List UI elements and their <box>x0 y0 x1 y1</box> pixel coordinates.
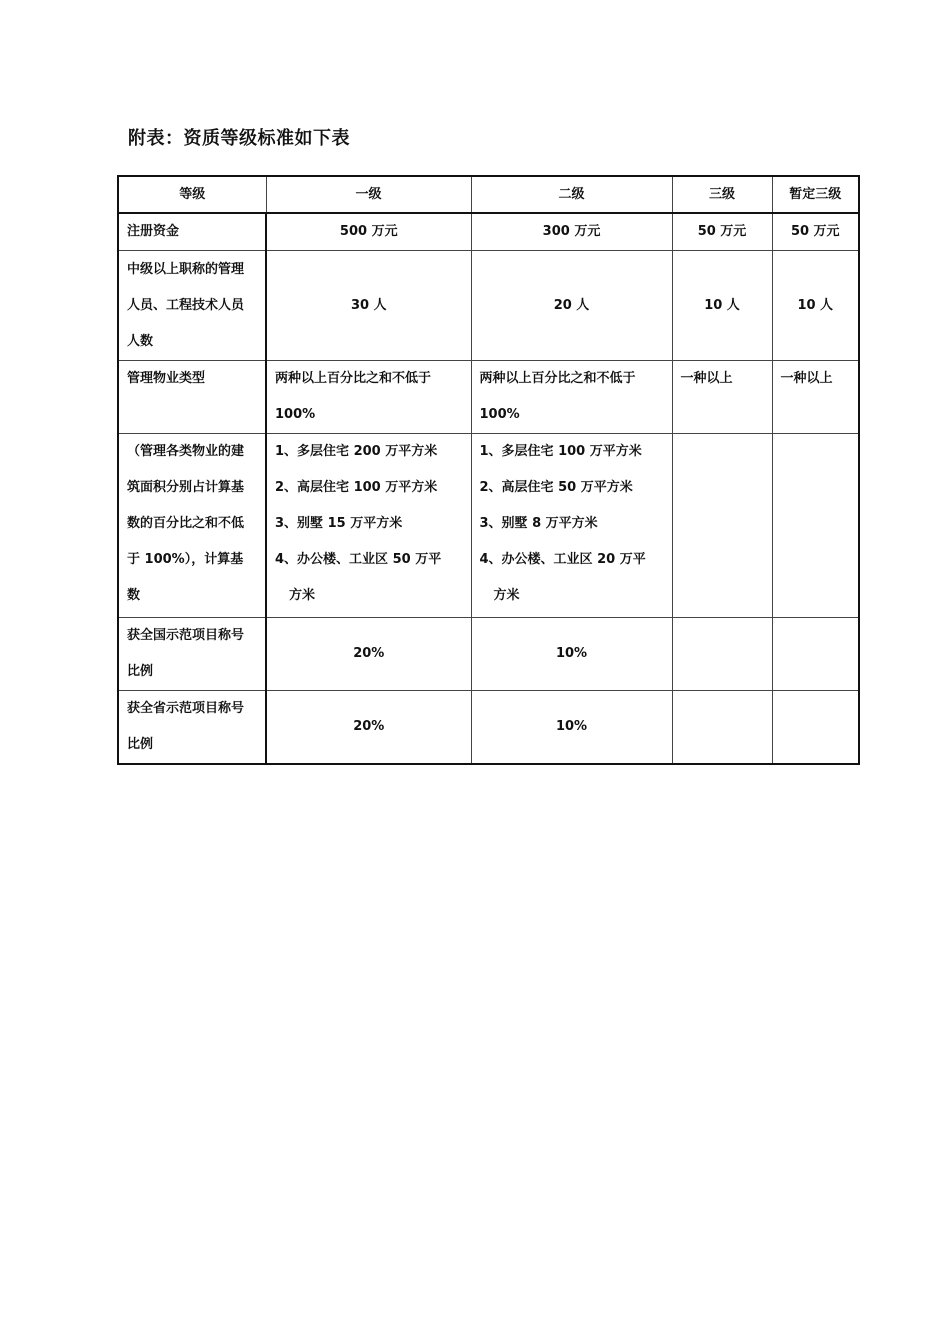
row-label-line: 数 <box>127 588 141 603</box>
cell-type-level-1 <box>266 361 471 434</box>
cell-provincial-interim <box>772 691 859 765</box>
cell-line: 两种以上百分比之和不低于 <box>275 371 432 386</box>
cell-line: 方米 <box>289 588 316 603</box>
cell-type-interim: 一种以上 <box>772 361 859 434</box>
cell-national-level-2: 10% <box>471 618 672 691</box>
cell-line: 100% <box>275 407 316 422</box>
cell-area-level-2 <box>471 434 672 618</box>
row-label-line: 数的百分比之和不低 <box>127 516 245 531</box>
row-label-line: 获全省示范项目称号 <box>127 701 245 716</box>
table-header-row <box>118 176 859 213</box>
cell-staff-interim: 10 人 <box>772 251 859 361</box>
header-interim-level-3: 暂定三级 <box>772 176 859 213</box>
cell-capital-level-3: 50 万元 <box>672 213 772 251</box>
table-row-national-demo <box>118 618 859 691</box>
header-grade: 等级 <box>118 176 266 213</box>
cell-line: 1、多层住宅 100 万平方米 <box>479 444 642 459</box>
row-label-line: 比例 <box>127 737 154 752</box>
cell-line: 两种以上百分比之和不低于 <box>479 371 636 386</box>
header-level-1: 一级 <box>266 176 471 213</box>
row-label-national-demo <box>118 618 266 691</box>
cell-provincial-level-3 <box>672 691 772 765</box>
cell-capital-level-1: 500 万元 <box>266 213 471 251</box>
row-label-line: 中级以上职称的管理 <box>127 261 245 277</box>
table-row-capital <box>118 213 859 251</box>
row-label-line: 于 100%），计算基 <box>127 552 244 567</box>
cell-line: 3、别墅 8 万平方米 <box>479 516 598 531</box>
table-row-property-type <box>118 361 859 434</box>
cell-line: 1、多层住宅 200 万平方米 <box>275 444 438 459</box>
row-label-line: 人员、工程技术人员 <box>127 297 245 313</box>
cell-staff-level-3: 10 人 <box>672 251 772 361</box>
cell-line: 2、高层住宅 50 万平方米 <box>479 480 633 495</box>
cell-area-level-3 <box>672 434 772 618</box>
row-label-provincial-demo <box>118 691 266 765</box>
row-label-line: 获全国示范项目称号 <box>127 628 245 643</box>
row-label-line: 比例 <box>127 664 154 679</box>
cell-capital-level-2: 300 万元 <box>471 213 672 251</box>
cell-staff-level-1: 30 人 <box>266 251 471 361</box>
cell-national-interim <box>772 618 859 691</box>
cell-area-level-1 <box>266 434 471 618</box>
header-level-2: 二级 <box>471 176 672 213</box>
cell-line: 3、别墅 15 万平方米 <box>275 516 403 531</box>
cell-area-interim <box>772 434 859 618</box>
qualification-table <box>117 175 860 765</box>
cell-national-level-1: 20% <box>266 618 471 691</box>
page-title: 附表：资质等级标准如下表 <box>128 128 350 149</box>
cell-national-level-3 <box>672 618 772 691</box>
cell-line: 方米 <box>493 588 520 603</box>
row-label-line: （管理各类物业的建 <box>127 444 245 459</box>
cell-capital-interim: 50 万元 <box>772 213 859 251</box>
cell-line: 4、办公楼、工业区 20 万平 <box>479 552 646 567</box>
table-row-provincial-demo <box>118 691 859 765</box>
cell-line: 4、办公楼、工业区 50 万平 <box>275 552 442 567</box>
table-row-area <box>118 434 859 618</box>
row-label-area <box>118 434 266 618</box>
row-label-line: 筑面积分别占计算基 <box>127 480 245 495</box>
cell-staff-level-2: 20 人 <box>471 251 672 361</box>
row-label-line: 人数 <box>127 333 154 349</box>
cell-type-level-2 <box>471 361 672 434</box>
cell-provincial-level-2: 10% <box>471 691 672 765</box>
row-label-property-type: 管理物业类型 <box>118 361 266 434</box>
table-row-staff <box>118 251 859 361</box>
cell-provincial-level-1: 20% <box>266 691 471 765</box>
cell-line: 2、高层住宅 100 万平方米 <box>275 480 438 495</box>
row-label-capital: 注册资金 <box>118 213 266 251</box>
cell-type-level-3: 一种以上 <box>672 361 772 434</box>
header-level-3: 三级 <box>672 176 772 213</box>
row-label-staff <box>118 251 266 361</box>
cell-line: 100% <box>479 407 520 422</box>
